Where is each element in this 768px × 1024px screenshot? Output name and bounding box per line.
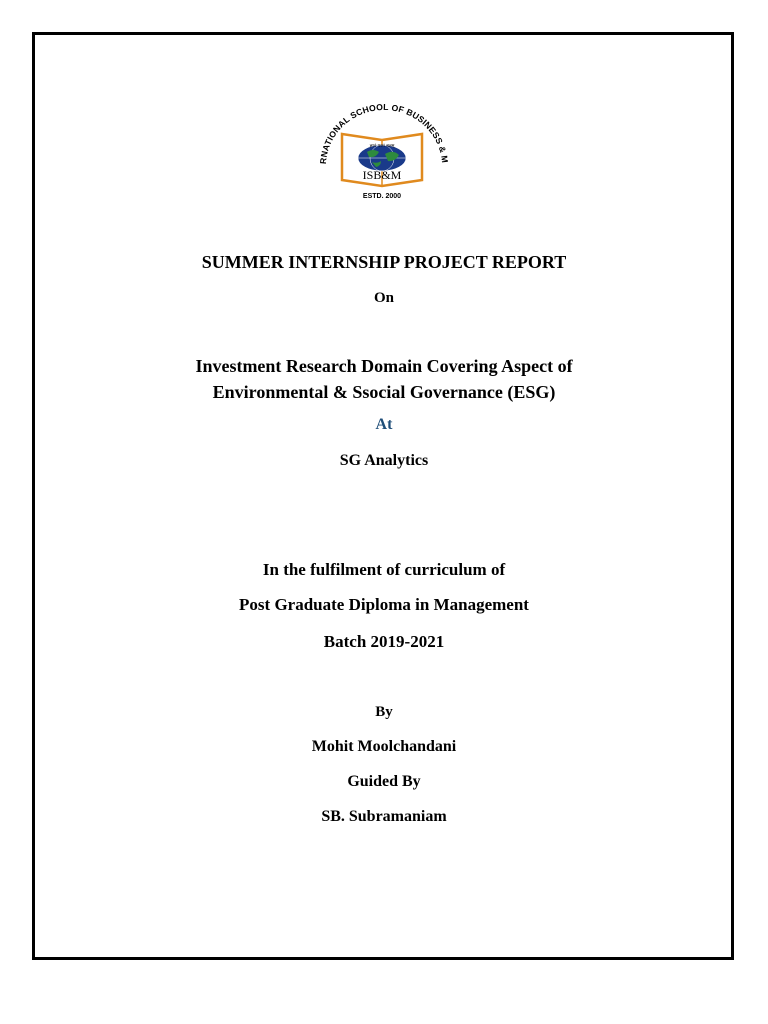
project-topic-line-1: Investment Research Domain Covering Aspect of [195, 356, 573, 376]
company-name: SG Analytics [339, 452, 429, 469]
logo-abbreviation: ISB&M [362, 168, 402, 182]
logo-ring-text: RNATIONAL SCHOOL OF BUSINESS & M [317, 101, 450, 165]
on-label: On [373, 290, 394, 306]
logo-motto: ज्ञानं परमं बलम् [369, 144, 395, 149]
fulfilment-text: In the fulfilment of curriculum of [262, 560, 506, 579]
logo-established: ESTD. 2000 [362, 193, 402, 200]
isbm-logo [312, 94, 452, 206]
isbm-emblem [312, 94, 452, 206]
at-label: At [375, 416, 393, 433]
guide-name: SB. Subramaniam [321, 808, 447, 825]
report-title: SUMMER INTERNSHIP PROJECT REPORT [201, 252, 567, 272]
by-label: By [375, 704, 393, 720]
guided-by-label: Guided By [347, 773, 421, 790]
batch-years: Batch 2019-2021 [323, 632, 445, 651]
program-name: Post Graduate Diploma in Management [239, 595, 529, 614]
author-name: Mohit Moolchandani [311, 738, 457, 755]
project-topic-line-2: Environmental & Ssocial Governance (ESG) [212, 382, 556, 402]
